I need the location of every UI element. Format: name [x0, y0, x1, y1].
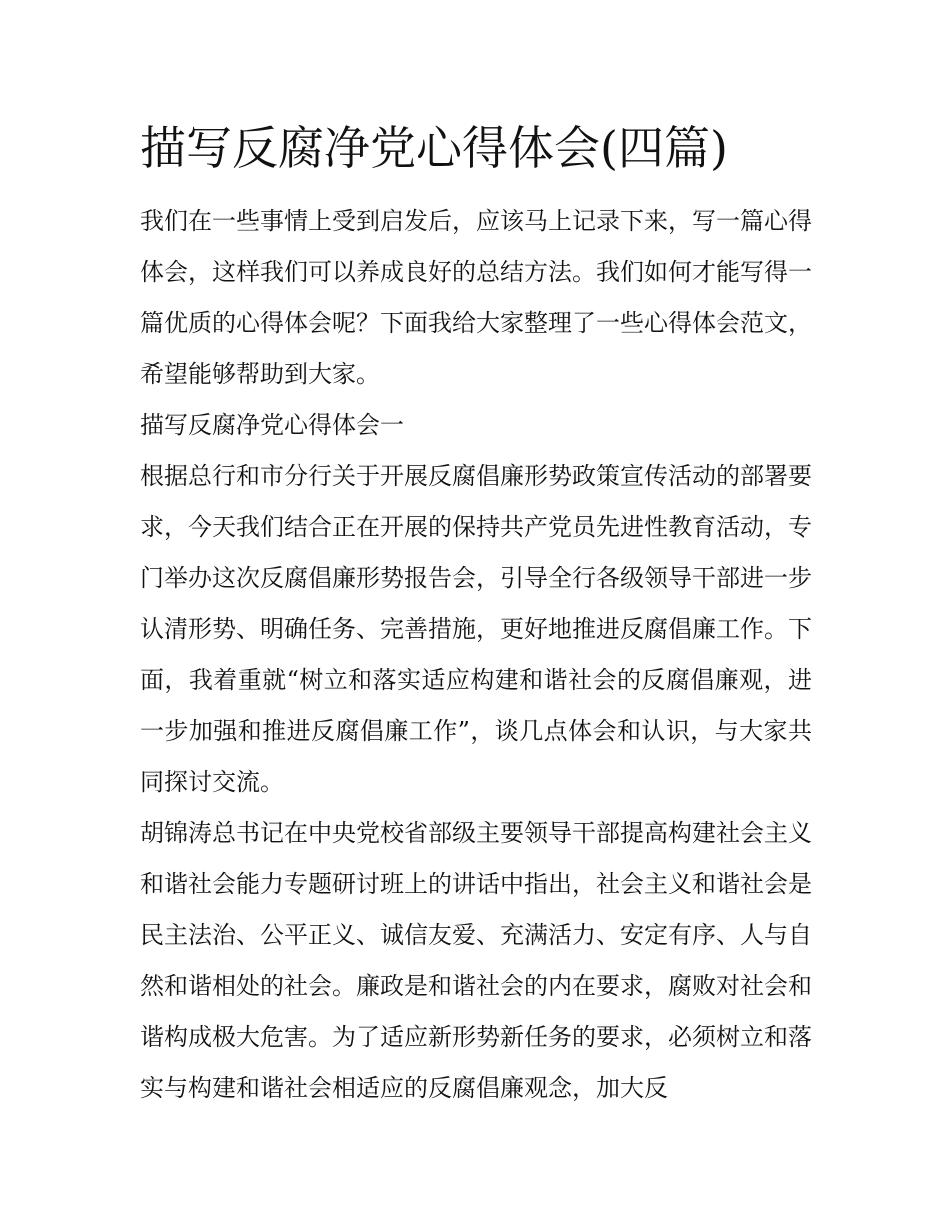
- document-title: 描写反腐净党心得体会(四篇): [140, 121, 728, 175]
- body-paragraph-1: 根据总行和市分行关于开展反腐倡廉形势政策宣传活动的部署要求，今天我们结合正在开展的保持共产党员先进性教育活动，专门举办这次反腐倡廉形势报告会，引导全行各级领导干部进一步认清形势、明确任务、完善措施，更好地推进反腐倡廉工作。下面，我着重就“树立和落实适应构建和谐社会的反腐倡廉观，进一步加强和推进反腐倡廉工作”，谈几点体会和认识，与大家共同探讨交流。: [140, 462, 812, 796]
- section-heading: 描写反腐净党心得体会一: [140, 411, 404, 439]
- intro-paragraph: 我们在一些事情上受到启发后，应该马上记录下来，写一篇心得体会，这样我们可以养成良好的总结方法。我们如何才能写得一篇优质的心得体会呢？下面我给大家整理了一些心得体会范文，希望能够帮助到大家。: [140, 207, 812, 388]
- document-body: [140, 112, 812, 1114]
- body-paragraph-2: 胡锦涛总书记在中央党校省部级主要领导干部提高构建社会主义和谐社会能力专题研讨班上的讲话中指出，社会主义和谐社会是民主法治、公平正义、诚信友爱、充满活力、安定有序、人与自然和谐相处的社会。廉政是和谐社会的内在要求，腐败对社会和谐构成极大危害。为了适应新形势新任务的要求，必须树立和落实与构建和谐社会相适应的反腐倡廉观念，加大反: [140, 819, 812, 1102]
